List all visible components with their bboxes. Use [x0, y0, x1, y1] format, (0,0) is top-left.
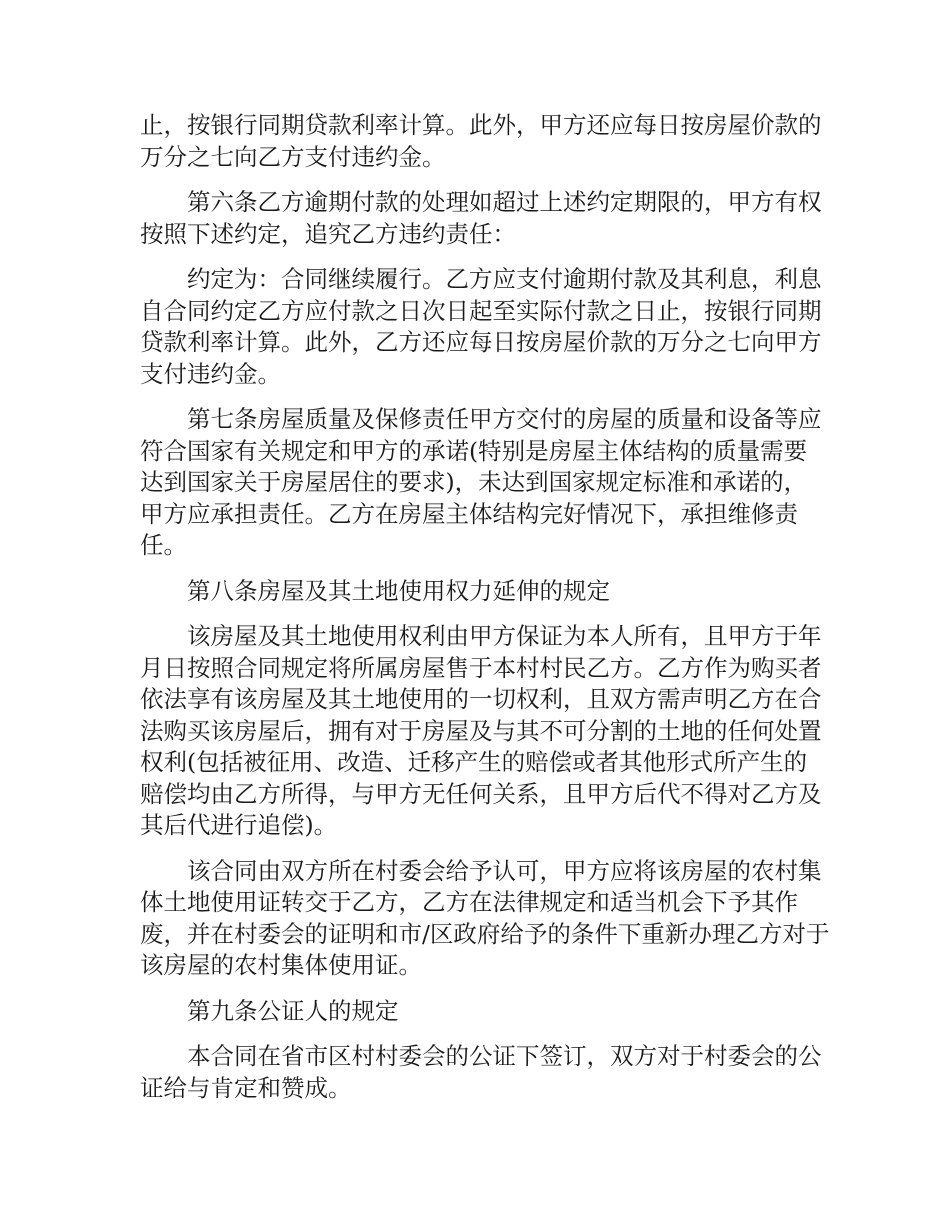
paragraph-notary: 本合同在省市区村村委会的公证下签订，双方对于村委会的公证给与肯定和赞成。: [140, 1042, 822, 1102]
heading-article-9: 第九条公证人的规定: [187, 996, 399, 1025]
paragraph-continuation: 止，按银行同期贷款利率计算。此外，甲方还应每日按房屋价款的万分之七向乙方支付违约金。: [140, 111, 822, 171]
paragraph-article-6: 第六条乙方逾期付款的处理如超过上述约定期限的，甲方有权按照下述约定，追究乙方违约责任：: [140, 188, 822, 248]
heading-article-8: 第八条房屋及其土地使用权力延伸的规定: [187, 576, 610, 605]
paragraph-agreement-terms: 约定为：合同继续履行。乙方应支付逾期付款及其利息，利息自合同约定乙方应付款之日次日起至实际付款之日止，按银行同期贷款利率计算。此外，乙方还应每日按房屋价款的万分之七向甲方支付违约金。: [140, 265, 822, 388]
paragraph-land-rights: 该房屋及其土地使用权利由甲方保证为本人所有，且甲方于年月日按照合同规定将所属房屋售于本村村民乙方。乙方作为购买者依法享有该房屋及其土地使用的一切权利，且双方需声明乙方在合法购买该房屋后，拥有对于房屋及与其不可分割的土地的任何处置权利(包括被征用、改造、迁移产生的赔偿或者其他形式所产生的赔偿均由乙方所得，与甲方无任何关系，且甲方后代不得对乙方及其后代进行追偿)。: [140, 622, 822, 839]
paragraph-village-committee: 该合同由双方所在村委会给予认可，甲方应将该房屋的农村集体土地使用证转交于乙方，乙方在法律规定和适当机会下予其作废，并在村委会的证明和市/区政府给予的条件下重新办理乙方对于该房屋的农村集体使用证。: [140, 856, 830, 979]
paragraph-article-7: 第七条房屋质量及保修责任甲方交付的房屋的质量和设备等应符合国家有关规定和甲方的承诺(特别是房屋主体结构的质量需要达到国家关于房屋居住的要求)，未达到国家规定标准和承诺的，甲方应承担责任。乙方在房屋主体结构完好情况下，承担维修责任。: [140, 405, 822, 559]
document-body: [140, 110, 830, 1118]
